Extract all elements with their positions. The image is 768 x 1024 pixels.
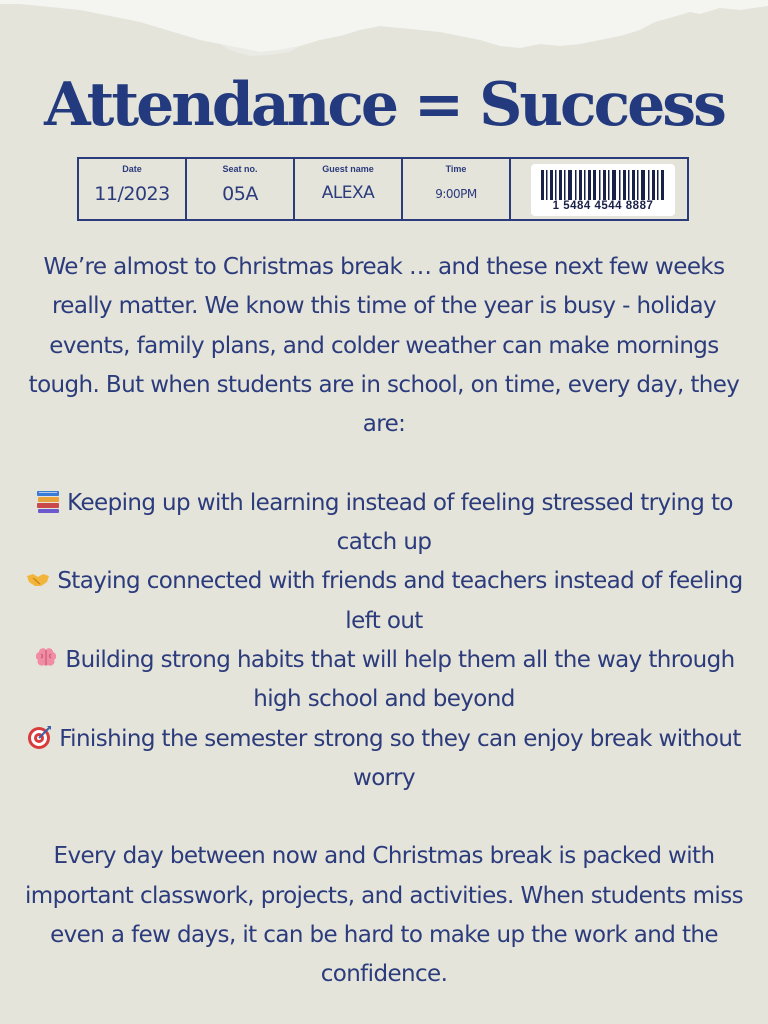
barcode-number: 1 5484 4544 8887 [552, 200, 654, 212]
ticket-guest-cell [295, 159, 403, 219]
intro-paragraph: We’re almost to Christmas break … and these next few weeks really matter. We know this time of the year is busy - holiday events, family plans, and colder weather can make mornings tough. But when students are in school, on time, every day, they are: [28, 254, 740, 438]
bullet-item [20, 484, 748, 563]
bullet-text: Finishing the semester strong so they can enjoy break without worry [59, 725, 741, 791]
closing-paragraph: Every day between now and Christmas break is packed with important classwork, projects, and activities. When students miss even a few days, it can be hard to make up the work and the confidence. [25, 843, 743, 988]
bullet-item [20, 720, 748, 799]
ticket-seat-value: 05A [222, 183, 258, 205]
handshake-icon [25, 566, 51, 592]
ticket-guest-label: Guest name [322, 164, 374, 174]
barcode-icon [541, 170, 665, 200]
bullet-item [20, 641, 748, 720]
barcode [531, 164, 675, 216]
ticket-barcode-cell [511, 159, 687, 219]
body-text [20, 248, 748, 995]
ticket-guest-value: ALEXA [321, 183, 375, 203]
ticket-seat-label: Seat no. [222, 164, 258, 174]
ticket-seat-cell [187, 159, 295, 219]
bullet-text: Staying connected with friends and teachers instead of feeling left out [57, 568, 743, 634]
books-icon [35, 488, 61, 514]
ticket-time-value: 9:00PM [435, 187, 477, 201]
bullet-text: Building strong habits that will help them all the way through high school and beyond [65, 646, 735, 713]
page-title: Attendance = Success [44, 70, 724, 140]
ticket-date-cell [79, 159, 187, 219]
ticket-stub [77, 157, 689, 221]
torn-paper-decoration [0, 0, 768, 60]
ticket-date-value: 11/2023 [94, 183, 170, 205]
bullet-text: Keeping up with learning instead of feeling stressed trying to catch up [67, 489, 733, 556]
ticket-time-label: Time [445, 164, 467, 174]
brain-icon [33, 645, 59, 671]
bullet-item [20, 562, 748, 641]
target-icon [27, 724, 53, 750]
ticket-date-label: Date [122, 164, 142, 174]
ticket-time-cell [403, 159, 511, 219]
